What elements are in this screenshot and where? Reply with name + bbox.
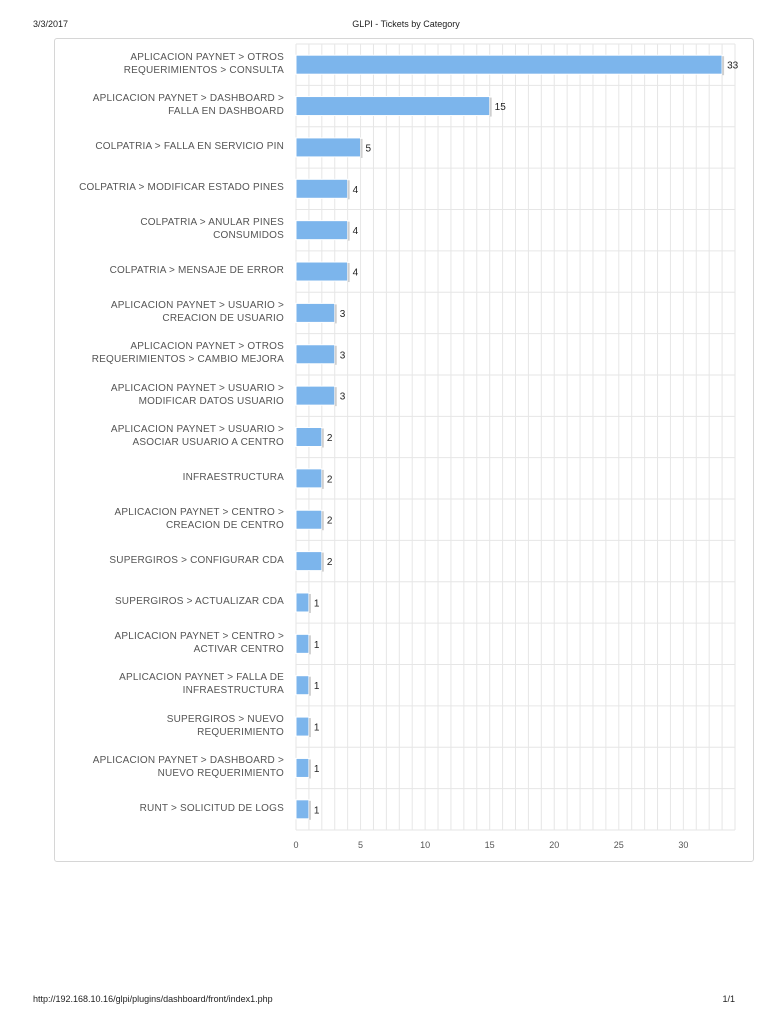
category-label <box>55 140 284 153</box>
bar-shadow <box>322 511 324 530</box>
category-label <box>55 630 284 656</box>
bar-shadow <box>309 718 311 737</box>
category-label-line: SUPERGIROS > NUEVO <box>166 713 284 725</box>
data-label: 4 <box>352 267 359 279</box>
category-label <box>55 713 284 739</box>
bar-shadow <box>335 387 337 406</box>
category-label-line: ASOCIAR USUARIO A CENTRO <box>132 437 284 448</box>
data-label: 3 <box>339 391 346 403</box>
data-label: 4 <box>352 184 359 196</box>
bar <box>296 593 309 612</box>
category-label <box>55 754 284 780</box>
category-label <box>55 802 284 815</box>
bar-shadow <box>335 304 337 323</box>
category-label <box>55 382 284 408</box>
category-label-line: REQUERIMIENTOS > CAMBIO MEJORA <box>91 354 284 366</box>
bar <box>296 758 309 777</box>
data-label: 4 <box>352 226 359 238</box>
data-label: 1 <box>313 763 320 775</box>
data-label: 2 <box>326 474 333 486</box>
category-label <box>55 181 284 194</box>
bar <box>296 345 335 364</box>
bar <box>296 510 322 529</box>
category-label-line: APLICACION PAYNET > USUARIO > <box>110 299 284 311</box>
bar <box>296 676 309 695</box>
data-label: 5 <box>365 143 372 155</box>
category-label-line: NUEVO REQUERIMIENTO <box>157 767 284 779</box>
page-number: 1/1 <box>722 994 735 1004</box>
category-label-line: COLPATRIA > ANULAR PINES <box>140 217 284 229</box>
bar <box>296 552 322 571</box>
category-label <box>55 671 284 697</box>
category-label-line: SUPERGIROS > ACTUALIZAR CDA <box>114 595 284 607</box>
category-label-line: APLICACION PAYNET > CENTRO > <box>114 506 284 518</box>
x-tick-label: 25 <box>613 840 624 850</box>
data-label: 2 <box>326 515 333 527</box>
bar-shadow <box>309 594 311 613</box>
data-label: 1 <box>313 681 320 693</box>
data-label: 3 <box>339 308 346 320</box>
category-label-line: APLICACION PAYNET > DASHBOARD > <box>92 754 284 766</box>
category-label <box>55 554 284 567</box>
category-label-line: APLICACION PAYNET > DASHBOARD > <box>92 93 284 105</box>
category-label <box>55 340 284 366</box>
category-label <box>55 423 284 449</box>
bar <box>296 55 722 74</box>
data-label: 1 <box>313 598 320 610</box>
bar-shadow <box>309 801 311 820</box>
category-label-line: CONSUMIDOS <box>213 230 284 242</box>
page-title: GLPI - Tickets by Category <box>352 19 460 29</box>
category-label-line: APLICACION PAYNET > USUARIO > <box>110 424 284 435</box>
bar <box>296 262 348 281</box>
category-label <box>55 51 284 77</box>
data-label: 15 <box>494 102 506 114</box>
bar <box>296 179 348 198</box>
data-label: 2 <box>326 433 333 444</box>
category-label <box>55 471 284 484</box>
bar-shadow <box>309 759 311 778</box>
bar-shadow <box>309 635 311 654</box>
category-label-line: APLICACION PAYNET > FALLA DE <box>119 672 284 684</box>
category-label-line: INFRAESTRUCTURA <box>182 685 284 697</box>
bar <box>296 428 322 447</box>
bar-shadow <box>322 470 324 489</box>
bar-shadow <box>722 56 724 75</box>
category-label <box>55 92 284 118</box>
category-label-line: SUPERGIROS > CONFIGURAR CDA <box>109 554 284 566</box>
category-label-line: APLICACION PAYNET > OTROS <box>130 341 284 353</box>
category-label-line: COLPATRIA > FALLA EN SERVICIO PIN <box>95 140 284 152</box>
data-label: 1 <box>313 722 320 734</box>
bar-shadow <box>348 180 350 199</box>
x-tick-label: 20 <box>549 840 560 850</box>
category-label-line: MODIFICAR DATOS USUARIO <box>138 395 284 407</box>
category-label <box>55 299 284 325</box>
category-label-line: FALLA EN DASHBOARD <box>168 106 284 118</box>
page-url: http://192.168.10.16/glpi/plugins/dashboard/front/index1.php <box>33 994 273 1004</box>
bar-shadow <box>361 139 363 158</box>
print-date: 3/3/2017 <box>33 19 69 29</box>
data-label: 1 <box>313 805 320 817</box>
category-label-line: REQUERIMIENTOS > CONSULTA <box>123 64 284 76</box>
bar <box>296 386 335 405</box>
bar <box>296 469 322 488</box>
data-label: 33 <box>727 60 739 72</box>
bar <box>296 97 490 116</box>
bar-shadow <box>335 346 337 365</box>
category-label-line: APLICACION PAYNET > CENTRO > <box>114 630 284 642</box>
bar <box>296 221 348 240</box>
bar-shadow <box>322 429 324 448</box>
category-label-line: INFRAESTRUCTURA <box>182 471 284 483</box>
data-label: 1 <box>313 639 320 651</box>
category-label-line: COLPATRIA > MODIFICAR ESTADO PINES <box>79 182 284 194</box>
x-tick-label: 15 <box>484 840 495 850</box>
category-label-line: CREACION DE CENTRO <box>165 519 284 531</box>
bar <box>296 303 335 322</box>
category-label <box>55 264 284 277</box>
bar <box>296 634 309 653</box>
x-tick-label: 30 <box>678 840 689 850</box>
x-tick-label: 5 <box>358 840 364 850</box>
bar-chart <box>55 39 755 863</box>
x-tick-label: 0 <box>293 840 299 850</box>
bar-shadow <box>348 222 350 241</box>
bar-shadow <box>490 98 492 117</box>
data-label: 3 <box>339 350 346 362</box>
category-label <box>55 506 284 532</box>
bar <box>296 717 309 736</box>
bar-shadow <box>309 677 311 696</box>
category-label-line: APLICACION PAYNET > USUARIO > <box>110 382 284 394</box>
chart-panel <box>54 38 754 862</box>
bar-shadow <box>322 553 324 572</box>
category-label-line: COLPATRIA > MENSAJE DE ERROR <box>109 265 284 277</box>
data-label: 2 <box>326 557 333 569</box>
category-label-line: ACTIVAR CENTRO <box>193 643 284 655</box>
bar <box>296 800 309 819</box>
bar-shadow <box>348 263 350 282</box>
category-label-line: REQUERIMIENTO <box>197 726 284 738</box>
category-label <box>55 595 284 608</box>
x-tick-label: 10 <box>420 840 431 850</box>
category-label-line: APLICACION PAYNET > OTROS <box>130 51 284 63</box>
category-label <box>55 216 284 242</box>
category-label-line: CREACION DE USUARIO <box>162 312 284 324</box>
category-label-line: RUNT > SOLICITUD DE LOGS <box>139 802 284 814</box>
bar <box>296 138 361 157</box>
